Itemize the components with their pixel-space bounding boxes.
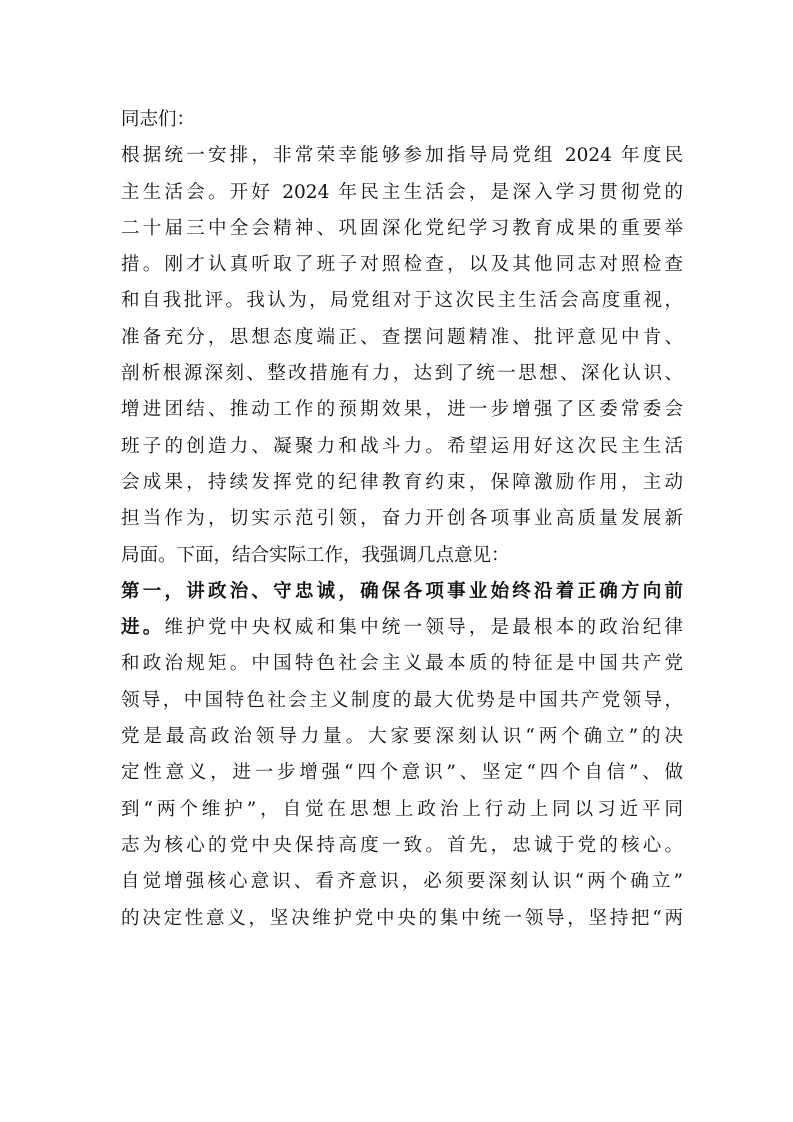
body-text-run: 到“两个维护”，自觉在思想上政治上行动上同以习近平同 [121, 798, 683, 820]
text-line [121, 719, 683, 755]
text-line [121, 828, 683, 864]
text-line [121, 429, 683, 465]
body-text-run: 的决定性意义，坚决维护党中央的集中统一领导，坚持把“两 [121, 907, 683, 929]
text-line [121, 538, 683, 574]
text-line [121, 175, 683, 211]
text-line [121, 211, 683, 247]
text-line [121, 392, 683, 428]
body-text-run: 二十届三中全会精神、巩固深化党纪学习教育成果的重要举 [121, 217, 683, 239]
body-text-run: 措。刚才认真听取了班子对照检查，以及其他同志对照检查 [121, 254, 683, 276]
body-text-run: 根据统一安排，非常荣幸能够参加指导局党组 2024 年度民 [121, 145, 683, 167]
text-line [121, 102, 683, 138]
body-text-run: 增进团结、推动工作的预期效果，进一步增强了区委常委会 [121, 399, 683, 421]
body-text-run: 领导，中国特色社会主义制度的最大优势是中国共产党领导， [121, 689, 683, 711]
body-text-run: 准备充分，思想态度端正、查摆问题精准、批评意见中肯、 [121, 326, 683, 348]
text-line [121, 465, 683, 501]
body-text-run: 维护党中央权威和集中统一领导，是最根本的政治纪律 [164, 617, 683, 639]
text-line [121, 755, 683, 791]
body-text-run: 党是最高政治领导力量。大家要深刻认识“两个确立”的决 [121, 726, 683, 748]
body-text-run: 和政治规矩。中国特色社会主义最本质的特征是中国共产党 [121, 653, 683, 675]
body-text-run: 班子的创造力、凝聚力和战斗力。希望运用好这次民主生活 [121, 435, 683, 457]
text-line [121, 901, 683, 937]
body-text-run: 同志们： [121, 109, 196, 130]
body-text-run: 剖析根源深刻、整改措施有力，达到了统一思想、深化认识、 [121, 363, 683, 385]
text-line [121, 864, 683, 900]
text-line [121, 356, 683, 392]
bold-heading-text: 第一，讲政治、守忠诚，确保各项事业始终沿着正确方向前 [121, 580, 683, 602]
body-text [121, 102, 683, 937]
body-text-run: 定性意义，进一步增强“四个意识”、坚定“四个自信”、做 [121, 762, 683, 784]
text-line [121, 138, 683, 174]
body-text-run: 主生活会。开好 2024 年民主生活会，是深入学习贯彻党的 [121, 181, 683, 203]
text-line [121, 792, 683, 828]
text-line [121, 610, 683, 646]
body-text-run: 担当作为，切实示范引领，奋力开创各项事业高质量发展新 [121, 508, 683, 530]
text-line [121, 574, 683, 610]
text-line [121, 283, 683, 319]
text-line [121, 501, 683, 537]
body-text-run: 和自我批评。我认为，局党组对于这次民主生活会高度重视， [121, 290, 683, 312]
text-line [121, 320, 683, 356]
text-line [121, 683, 683, 719]
text-line [121, 646, 683, 682]
bold-heading-text: 进。 [121, 617, 165, 639]
body-text-run: 自觉增强核心意识、看齐意识，必须要深刻认识“两个确立” [121, 871, 683, 893]
body-text-run: 志为核心的党中央保持高度一致。首先，忠诚于党的核心。 [121, 834, 683, 856]
text-line [121, 247, 683, 283]
body-text-run: 局面。下面，结合实际工作，我强调几点意见： [121, 544, 510, 566]
body-text-run: 会成果，持续发挥党的纪律教育约束，保障激励作用，主动 [121, 471, 683, 493]
